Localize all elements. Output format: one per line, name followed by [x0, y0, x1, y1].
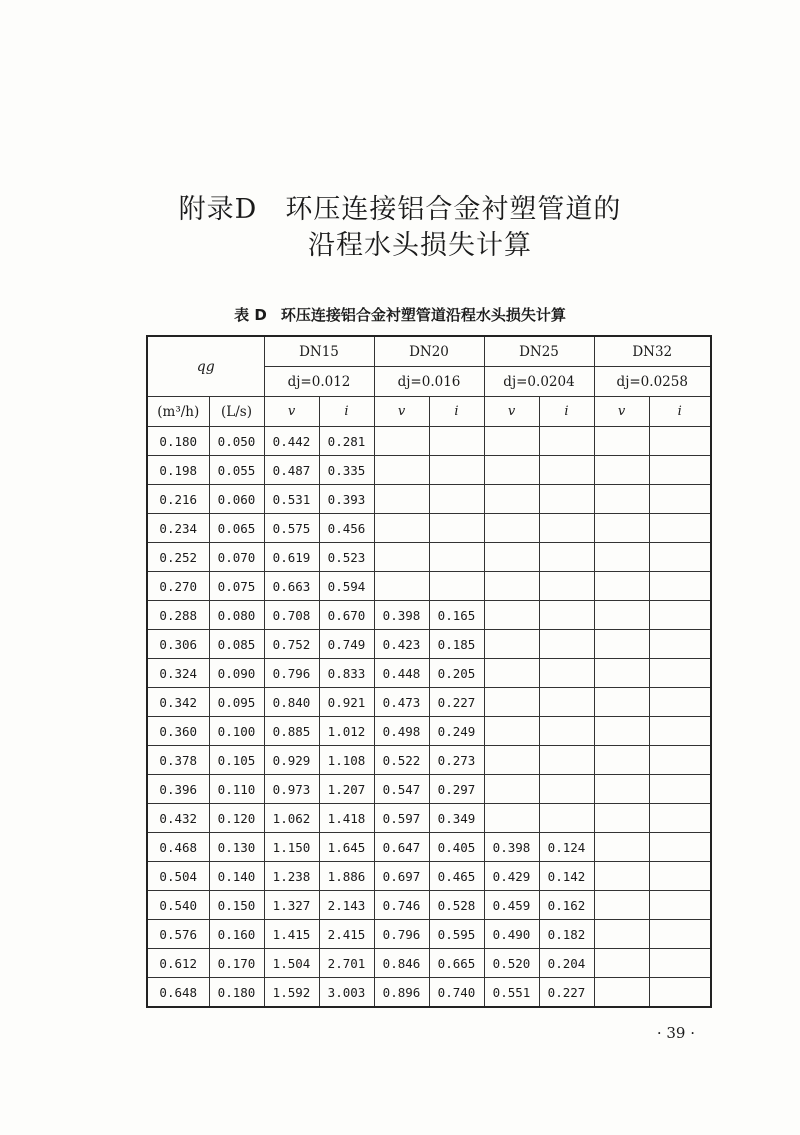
cell-dn15-v: 0.663 — [264, 572, 319, 601]
cell-dn32-i — [649, 659, 711, 688]
cell-q-ls: 0.180 — [209, 978, 264, 1008]
dn15-i-label: i — [319, 397, 374, 427]
cell-q-ls: 0.170 — [209, 949, 264, 978]
cell-dn32-i — [649, 775, 711, 804]
cell-dn15-i: 1.012 — [319, 717, 374, 746]
cell-dn15-i: 0.594 — [319, 572, 374, 601]
cell-dn25-i — [539, 630, 594, 659]
cell-dn32-v — [594, 659, 649, 688]
dn15-v-label: v — [264, 397, 319, 427]
cell-dn25-i — [539, 485, 594, 514]
cell-dn25-v: 0.551 — [484, 978, 539, 1008]
cell-q-ls: 0.110 — [209, 775, 264, 804]
cell-dn25-v — [484, 514, 539, 543]
table-row — [147, 746, 711, 775]
cell-dn20-v: 0.697 — [374, 862, 429, 891]
title-line-2: 沿程水头损失计算 — [308, 230, 532, 261]
cell-dn20-i: 0.405 — [429, 833, 484, 862]
cell-dn15-v: 0.973 — [264, 775, 319, 804]
page-title — [0, 192, 800, 264]
cell-dn15-v: 0.796 — [264, 659, 319, 688]
cell-dn32-v — [594, 920, 649, 949]
caption-text: 环压连接铝合金衬塑管道沿程水头损失计算 — [280, 306, 566, 324]
cell-dn32-i — [649, 833, 711, 862]
cell-q-ls: 0.065 — [209, 514, 264, 543]
cell-dn32-v — [594, 688, 649, 717]
cell-dn32-v — [594, 978, 649, 1008]
cell-dn32-i — [649, 920, 711, 949]
dn25-dj: dj=0.0204 — [484, 367, 594, 397]
cell-q-m3h: 0.342 — [147, 688, 209, 717]
cell-dn25-i — [539, 746, 594, 775]
cell-dn25-v — [484, 572, 539, 601]
table-row — [147, 514, 711, 543]
unit-ls: (L/s) — [209, 397, 264, 427]
cell-dn15-v: 0.929 — [264, 746, 319, 775]
cell-dn32-i — [649, 543, 711, 572]
cell-dn20-v: 0.498 — [374, 717, 429, 746]
cell-dn15-i: 1.418 — [319, 804, 374, 833]
cell-dn15-i: 0.335 — [319, 456, 374, 485]
cell-q-m3h: 0.540 — [147, 891, 209, 920]
cell-dn25-v — [484, 804, 539, 833]
cell-dn25-i: 0.182 — [539, 920, 594, 949]
dn20-i-label: i — [429, 397, 484, 427]
cell-dn20-v — [374, 572, 429, 601]
cell-dn32-v — [594, 804, 649, 833]
cell-dn20-i: 0.205 — [429, 659, 484, 688]
cell-dn15-v: 1.238 — [264, 862, 319, 891]
dn20-header: DN20 — [374, 336, 484, 367]
cell-dn15-v: 1.327 — [264, 891, 319, 920]
cell-dn20-i: 0.165 — [429, 601, 484, 630]
table-row — [147, 572, 711, 601]
dn32-v-label: v — [594, 397, 649, 427]
cell-dn15-v: 0.487 — [264, 456, 319, 485]
unit-m3h: (m³/h) — [147, 397, 209, 427]
cell-dn15-v: 0.708 — [264, 601, 319, 630]
cell-dn20-v — [374, 456, 429, 485]
cell-dn20-v: 0.473 — [374, 688, 429, 717]
cell-dn25-v — [484, 485, 539, 514]
cell-dn25-i — [539, 804, 594, 833]
cell-dn20-i — [429, 485, 484, 514]
cell-dn25-i — [539, 717, 594, 746]
table-row — [147, 862, 711, 891]
cell-dn20-i — [429, 456, 484, 485]
cell-q-m3h: 0.612 — [147, 949, 209, 978]
cell-q-m3h: 0.198 — [147, 456, 209, 485]
cell-dn32-v — [594, 833, 649, 862]
cell-dn15-i: 0.670 — [319, 601, 374, 630]
table-row — [147, 717, 711, 746]
cell-dn20-i: 0.273 — [429, 746, 484, 775]
cell-dn25-i: 0.204 — [539, 949, 594, 978]
cell-dn32-v — [594, 746, 649, 775]
cell-q-ls: 0.130 — [209, 833, 264, 862]
cell-q-m3h: 0.468 — [147, 833, 209, 862]
cell-dn15-v: 0.885 — [264, 717, 319, 746]
cell-dn25-i: 0.162 — [539, 891, 594, 920]
cell-dn32-v — [594, 543, 649, 572]
cell-dn15-i: 0.281 — [319, 427, 374, 456]
dn25-header: DN25 — [484, 336, 594, 367]
cell-dn25-i — [539, 688, 594, 717]
cell-q-m3h: 0.234 — [147, 514, 209, 543]
cell-dn32-i — [649, 949, 711, 978]
cell-dn15-v: 0.575 — [264, 514, 319, 543]
cell-dn25-v — [484, 630, 539, 659]
cell-dn32-i — [649, 630, 711, 659]
cell-dn20-i: 0.528 — [429, 891, 484, 920]
cell-dn15-v: 0.442 — [264, 427, 319, 456]
cell-dn20-v: 0.746 — [374, 891, 429, 920]
cell-q-m3h: 0.288 — [147, 601, 209, 630]
cell-q-ls: 0.095 — [209, 688, 264, 717]
cell-dn20-v — [374, 485, 429, 514]
flow-header-cell: qg — [147, 336, 264, 397]
cell-dn20-v: 0.647 — [374, 833, 429, 862]
cell-q-ls: 0.075 — [209, 572, 264, 601]
cell-dn15-v: 0.531 — [264, 485, 319, 514]
cell-dn25-v — [484, 717, 539, 746]
cell-dn25-v — [484, 688, 539, 717]
table-row — [147, 456, 711, 485]
cell-dn32-v — [594, 601, 649, 630]
dn25-v-label: v — [484, 397, 539, 427]
cell-q-m3h: 0.432 — [147, 804, 209, 833]
cell-dn25-i — [539, 572, 594, 601]
cell-dn15-v: 1.062 — [264, 804, 319, 833]
dn20-dj: dj=0.016 — [374, 367, 484, 397]
cell-dn25-v — [484, 456, 539, 485]
cell-dn32-v — [594, 485, 649, 514]
cell-dn32-v — [594, 891, 649, 920]
table-row — [147, 891, 711, 920]
cell-dn20-i: 0.249 — [429, 717, 484, 746]
cell-dn15-v: 1.150 — [264, 833, 319, 862]
cell-dn25-v: 0.490 — [484, 920, 539, 949]
table-row — [147, 804, 711, 833]
cell-q-ls: 0.080 — [209, 601, 264, 630]
table-row — [147, 775, 711, 804]
cell-dn25-i — [539, 601, 594, 630]
cell-dn15-v: 1.592 — [264, 978, 319, 1008]
cell-dn15-v: 1.415 — [264, 920, 319, 949]
cell-dn15-v: 0.752 — [264, 630, 319, 659]
cell-dn32-v — [594, 630, 649, 659]
cell-dn32-v — [594, 717, 649, 746]
cell-dn32-i — [649, 688, 711, 717]
cell-dn32-v — [594, 862, 649, 891]
cell-dn25-i — [539, 456, 594, 485]
cell-dn25-i — [539, 514, 594, 543]
cell-q-ls: 0.100 — [209, 717, 264, 746]
cell-dn25-i: 0.227 — [539, 978, 594, 1008]
cell-dn20-i: 0.465 — [429, 862, 484, 891]
cell-dn32-v — [594, 949, 649, 978]
cell-q-m3h: 0.576 — [147, 920, 209, 949]
cell-dn32-i — [649, 456, 711, 485]
cell-dn32-v — [594, 514, 649, 543]
cell-dn25-i — [539, 775, 594, 804]
table-row — [147, 543, 711, 572]
cell-dn15-i: 0.833 — [319, 659, 374, 688]
cell-dn15-i: 1.207 — [319, 775, 374, 804]
cell-dn25-i: 0.124 — [539, 833, 594, 862]
dn32-header: DN32 — [594, 336, 711, 367]
cell-dn32-v — [594, 572, 649, 601]
table-row — [147, 833, 711, 862]
cell-q-ls: 0.120 — [209, 804, 264, 833]
cell-q-ls: 0.105 — [209, 746, 264, 775]
cell-dn32-v — [594, 427, 649, 456]
cell-dn20-v: 0.896 — [374, 978, 429, 1008]
cell-q-ls: 0.085 — [209, 630, 264, 659]
cell-q-ls: 0.160 — [209, 920, 264, 949]
cell-dn20-v: 0.423 — [374, 630, 429, 659]
cell-dn20-i — [429, 572, 484, 601]
head-loss-table — [146, 335, 712, 1008]
cell-q-ls: 0.055 — [209, 456, 264, 485]
dn20-v-label: v — [374, 397, 429, 427]
header-row-units — [147, 397, 711, 427]
cell-dn25-i — [539, 659, 594, 688]
table-row — [147, 949, 711, 978]
cell-dn25-i: 0.142 — [539, 862, 594, 891]
cell-dn32-i — [649, 891, 711, 920]
cell-q-m3h: 0.306 — [147, 630, 209, 659]
dn25-i-label: i — [539, 397, 594, 427]
cell-dn32-i — [649, 717, 711, 746]
cell-dn15-v: 0.619 — [264, 543, 319, 572]
cell-dn20-v: 0.398 — [374, 601, 429, 630]
cell-q-ls: 0.070 — [209, 543, 264, 572]
table-row — [147, 688, 711, 717]
cell-dn25-v — [484, 659, 539, 688]
cell-dn20-v — [374, 543, 429, 572]
table-row — [147, 485, 711, 514]
cell-dn15-i: 2.143 — [319, 891, 374, 920]
cell-dn25-v — [484, 427, 539, 456]
cell-dn15-i: 2.415 — [319, 920, 374, 949]
dn15-dj: dj=0.012 — [264, 367, 374, 397]
cell-q-ls: 0.090 — [209, 659, 264, 688]
cell-dn25-v — [484, 775, 539, 804]
cell-q-m3h: 0.360 — [147, 717, 209, 746]
cell-dn20-v — [374, 427, 429, 456]
cell-dn20-i: 0.185 — [429, 630, 484, 659]
table-row — [147, 427, 711, 456]
cell-dn25-v: 0.429 — [484, 862, 539, 891]
cell-dn20-i — [429, 514, 484, 543]
cell-dn15-i: 0.749 — [319, 630, 374, 659]
cell-dn32-i — [649, 572, 711, 601]
cell-dn15-i: 0.523 — [319, 543, 374, 572]
table-row — [147, 978, 711, 1008]
cell-dn15-i: 0.456 — [319, 514, 374, 543]
cell-dn15-i: 1.645 — [319, 833, 374, 862]
cell-dn15-i: 1.886 — [319, 862, 374, 891]
cell-dn20-v: 0.522 — [374, 746, 429, 775]
cell-dn20-v: 0.547 — [374, 775, 429, 804]
cell-dn20-v — [374, 514, 429, 543]
cell-dn20-i — [429, 427, 484, 456]
cell-dn32-i — [649, 978, 711, 1008]
cell-dn25-i — [539, 543, 594, 572]
dn32-i-label: i — [649, 397, 711, 427]
table-caption — [0, 304, 800, 325]
cell-dn20-i: 0.665 — [429, 949, 484, 978]
cell-dn20-v: 0.796 — [374, 920, 429, 949]
cell-dn20-i: 0.227 — [429, 688, 484, 717]
cell-dn15-i: 0.393 — [319, 485, 374, 514]
cell-dn15-v: 1.504 — [264, 949, 319, 978]
cell-q-m3h: 0.270 — [147, 572, 209, 601]
cell-dn32-i — [649, 746, 711, 775]
cell-dn15-i: 3.003 — [319, 978, 374, 1008]
table-row — [147, 601, 711, 630]
cell-dn32-i — [649, 862, 711, 891]
cell-dn25-i — [539, 427, 594, 456]
cell-q-m3h: 0.216 — [147, 485, 209, 514]
cell-q-ls: 0.140 — [209, 862, 264, 891]
title-line-1: 附录D 环压连接铝合金衬塑管道的 — [178, 194, 622, 225]
dn15-header: DN15 — [264, 336, 374, 367]
cell-q-m3h: 0.252 — [147, 543, 209, 572]
cell-dn32-i — [649, 485, 711, 514]
cell-dn32-v — [594, 456, 649, 485]
cell-dn25-v — [484, 543, 539, 572]
cell-dn20-v: 0.448 — [374, 659, 429, 688]
cell-dn25-v — [484, 601, 539, 630]
cell-dn25-v: 0.459 — [484, 891, 539, 920]
cell-dn32-i — [649, 804, 711, 833]
table-row — [147, 630, 711, 659]
cell-dn25-v: 0.520 — [484, 949, 539, 978]
cell-dn32-i — [649, 427, 711, 456]
cell-dn15-i: 0.921 — [319, 688, 374, 717]
cell-q-m3h: 0.396 — [147, 775, 209, 804]
cell-dn20-i: 0.595 — [429, 920, 484, 949]
header-row-dn — [147, 336, 711, 367]
cell-dn20-v: 0.846 — [374, 949, 429, 978]
cell-q-m3h: 0.180 — [147, 427, 209, 456]
cell-dn25-v: 0.398 — [484, 833, 539, 862]
cell-dn20-i — [429, 543, 484, 572]
table-row — [147, 920, 711, 949]
cell-dn25-v — [484, 746, 539, 775]
cell-dn20-i: 0.740 — [429, 978, 484, 1008]
cell-q-m3h: 0.648 — [147, 978, 209, 1008]
cell-q-m3h: 0.324 — [147, 659, 209, 688]
dn32-dj: dj=0.0258 — [594, 367, 711, 397]
caption-label: 表 D — [234, 306, 267, 324]
cell-dn15-i: 1.108 — [319, 746, 374, 775]
cell-q-m3h: 0.504 — [147, 862, 209, 891]
cell-dn15-v: 0.840 — [264, 688, 319, 717]
cell-dn20-v: 0.597 — [374, 804, 429, 833]
cell-dn15-i: 2.701 — [319, 949, 374, 978]
table-row — [147, 659, 711, 688]
cell-dn32-i — [649, 514, 711, 543]
cell-dn20-i: 0.297 — [429, 775, 484, 804]
cell-q-m3h: 0.378 — [147, 746, 209, 775]
cell-dn32-i — [649, 601, 711, 630]
page-number: · 39 · — [656, 1024, 695, 1042]
cell-dn20-i: 0.349 — [429, 804, 484, 833]
cell-q-ls: 0.050 — [209, 427, 264, 456]
cell-q-ls: 0.060 — [209, 485, 264, 514]
cell-q-ls: 0.150 — [209, 891, 264, 920]
cell-dn32-v — [594, 775, 649, 804]
